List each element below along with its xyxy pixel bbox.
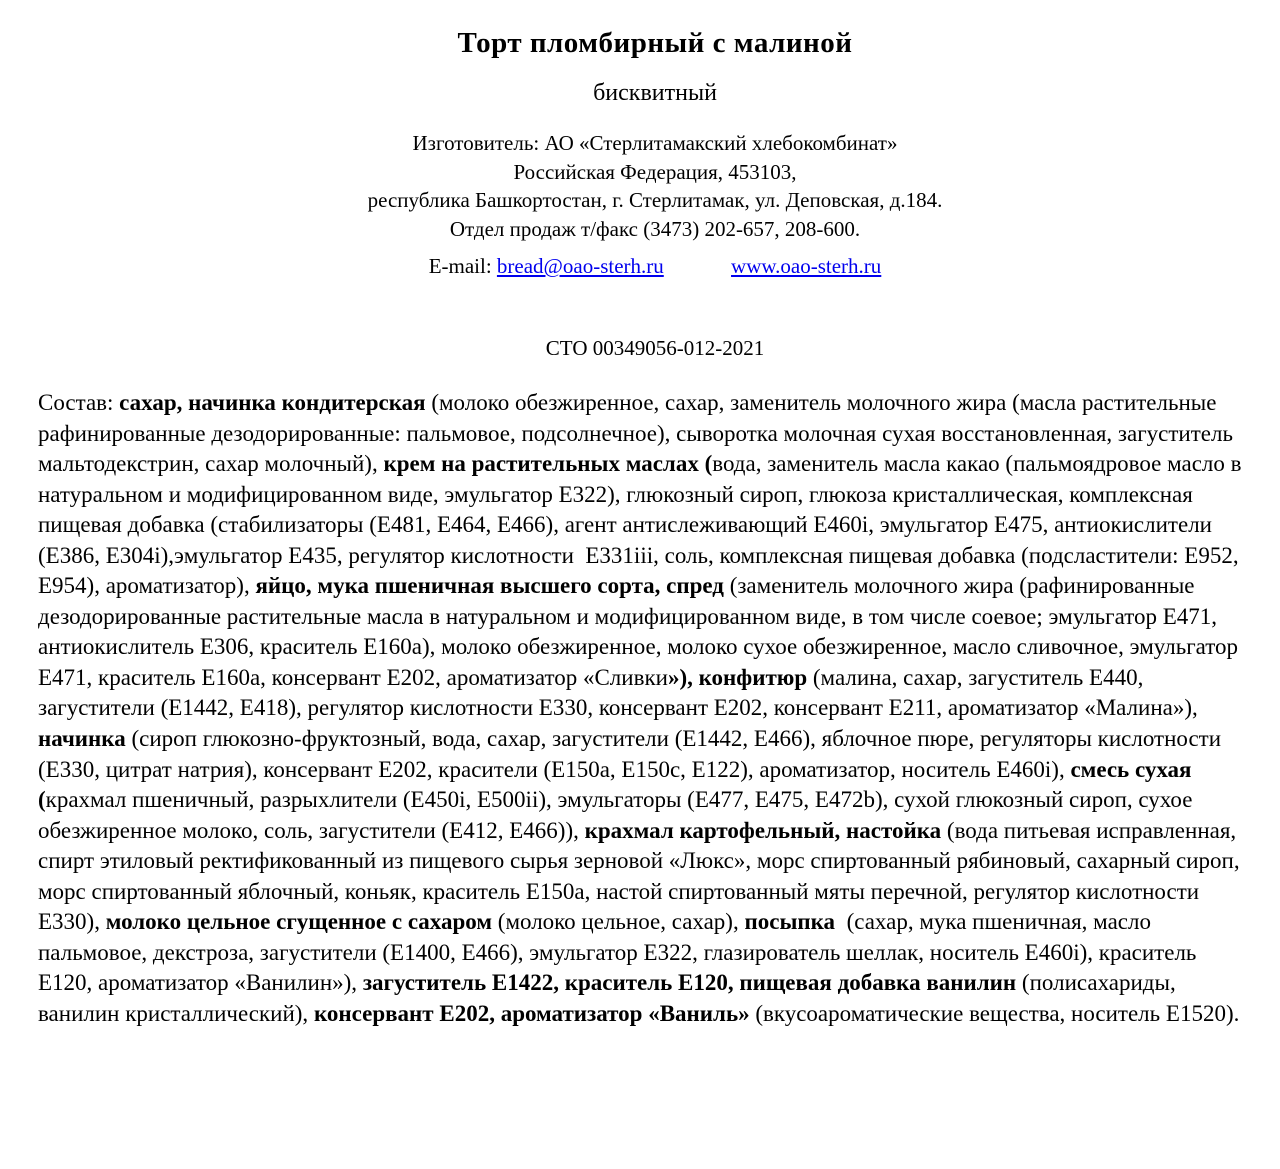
ingredient-text: (заменитель молочного жира (рафинированные дезодорированные растительные масла в натуральном и модифицированном виде, в том числе соевое; эмульгатор Е471, антиокислитель Е306, краситель Е160а), молоко обезжиренное, молоко сухое обезжиренное, масло сливочное, эмульгатор Е471, краситель Е160а, консервант Е202, ароматизатор «Сливки	[38, 573, 1244, 690]
email-link[interactable]: bread@oao-sterh.ru	[496, 254, 664, 278]
ingredient-group-bold: посыпка	[744, 909, 836, 935]
ingredient-text: (сироп глюкозно-фруктозный, вода, сахар, загустители (Е1442, Е466), яблочное пюре, регуляторы кислотности (Е330, цитрат натрия), консервант Е202, красители (Е150а, Е150с, Е122), ароматизатор, носитель Е460i),	[38, 726, 1227, 782]
sales-phone-line: Отдел продаж т/факс (3473) 202-657, 208-600.	[449, 216, 861, 241]
ingredient-text: (полисахариды, ванилин кристаллический),	[38, 970, 1182, 1026]
ingredient-group-bold: смесь сухая (	[38, 756, 1198, 813]
composition-paragraph	[38, 388, 1254, 1029]
ingredient-group-bold: молоко цельное сгущенное с сахаром	[105, 909, 493, 935]
ingredient-group-bold: загуститель Е1422, краситель Е120, пищевая добавка ванилин	[362, 970, 1017, 996]
ingredient-group-bold: начинка	[38, 726, 126, 752]
standard-number: СТО 00349056-012-2021	[545, 336, 765, 360]
ingredient-group-bold: яйцо, мука пшеничная высшего сорта, спред	[255, 573, 724, 599]
ingredient-group-bold: консервант Е202, ароматизатор «Ваниль»	[313, 1000, 750, 1026]
address-country-line: Российская Федерация, 453103,	[513, 159, 797, 184]
ingredient-text: (вода питьевая исправленная, спирт этиловый ректификованный из пищевого сырья зерновой «Люкс», морс спиртованный рябиновый, сахарный сироп, морс спиртованный яблочный, коньяк, краситель Е150а, настой спиртованный мяты перечной, регулятор кислотности Е330),	[38, 817, 1246, 935]
ingredient-text: Состав:	[38, 390, 120, 415]
ingredient-text: (малина, сахар, загуститель Е440, загустители (Е1442, Е418), регулятор кислотности Е330, консервант Е202, консервант Е211, ароматизатор «Малина»),	[38, 664, 1204, 721]
manufacturer-block	[30, 129, 1280, 243]
product-title: Торт пломбирный с малиной	[457, 27, 853, 59]
document-header	[0, 0, 1280, 361]
ingredient-group-bold: сахар, начинка кондитерская	[119, 390, 426, 415]
manufacturer-line: Изготовитель: АО «Стерлитамакский хлебокомбинат»	[412, 131, 898, 155]
product-subtitle: бисквитный	[593, 80, 717, 106]
contact-links-row	[30, 254, 1280, 279]
ingredient-group-bold: »), конфитюр	[667, 664, 808, 690]
ingredient-text: крахмал пшеничный, разрыхлители (Е450i, Е500ii), эмульгаторы (Е477, Е475, Е472b), сухой глюкозный сироп, сухое обезжиренное молоко, соль, загустители (Е412, Е466)),	[38, 787, 1199, 843]
website-link[interactable]: www.oao-sterh.ru	[731, 254, 882, 278]
ingredient-text: (молоко обезжиренное, сахар, заменитель молочного жира (масла растительные рафинированные дезодорированные: пальмовое, подсолнечное), сыворотка молочная сухая восстановленная, загуститель мальтодекстрин, сахар молочный),	[38, 390, 1239, 477]
email-label: E-mail:	[428, 254, 492, 278]
ingredient-text: (молоко цельное, сахар),	[492, 909, 745, 935]
ingredient-group-bold: крем на растительных маслах (	[383, 451, 713, 477]
address-street-line: республика Башкортостан, г. Стерлитамак, ул. Деповская, д.184.	[367, 188, 943, 212]
ingredient-text: (вкусоароматические вещества, носитель Е1520).	[749, 1000, 1240, 1026]
ingredient-text: вода, заменитель масла какао (пальмоядровое масло в натуральном и модифицированном виде, эмульгатор Е322), глюкозный сироп, глюкоза кристаллическая, комплексная пищевая добавка (стабилизаторы (Е481, Е464, Е466), агент антислеживающий Е460i, эмульгатор Е475, антиокислители (Е386, Е304i),эмульгатор Е435, регулятор кислотности Е331iii, соль, комплексная пищевая добавка (подсластители: Е952, Е954), ароматизатор),	[38, 451, 1248, 599]
ingredient-group-bold: крахмал картофельный, настойка	[584, 817, 942, 843]
ingredient-text: (сахар, мука пшеничная, масло пальмовое, декстроза, загустители (Е1400, Е466), эмульгатор Е322, глазирователь шеллак, носитель Е460i), краситель Е120, ароматизатор «Ванилин»),	[38, 909, 1203, 996]
